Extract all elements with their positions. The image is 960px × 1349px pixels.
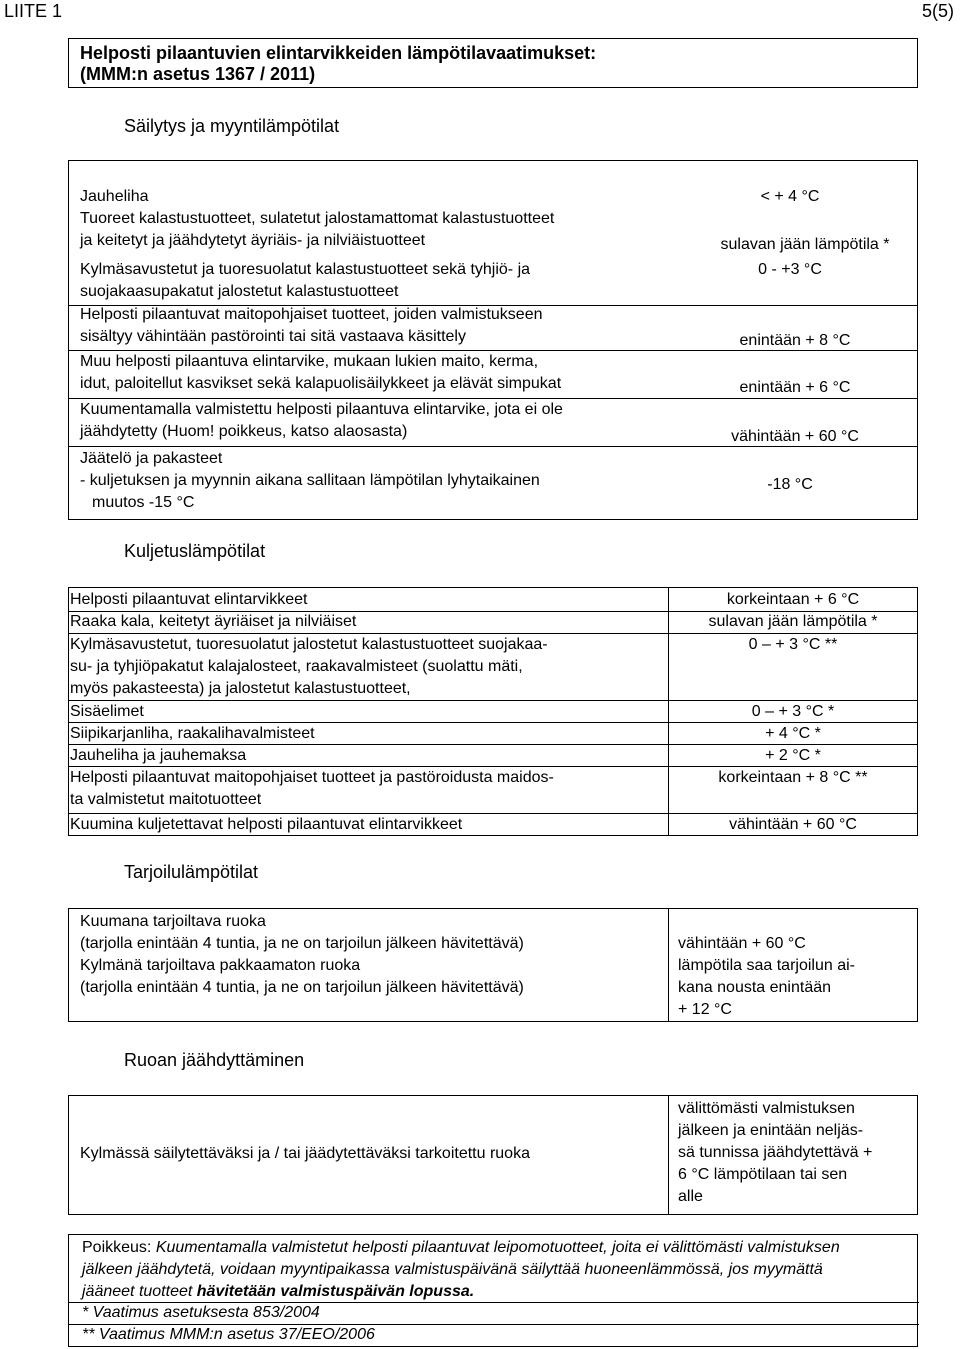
cooling-item: Kylmässä säilytettäväksi ja / tai jäädytettäväksi tarkoitettu ruoka xyxy=(80,1145,530,1162)
serving-item: Kuumana tarjoiltava ruoka (tarjolla enintään 4 tuntia, ja ne on tarjoilun jälkeen hävitettävä) xyxy=(80,913,524,952)
storage-item: Jäätelö ja pakasteet xyxy=(80,450,223,467)
storage-temp: < + 4 °C xyxy=(760,188,820,205)
exception-label: Poikkeus: xyxy=(82,1239,156,1256)
page-number: 5(5) xyxy=(921,1,954,21)
storage-item: Kylmäsavustetut ja tuoresuolatut kalastustuotteet sekä tyhjiö- ja suojakaasupakatut jalostetut kalastustuotteet xyxy=(80,261,531,300)
transport-item: Raaka kala, keitetyt äyriäiset ja nilviäiset xyxy=(70,613,357,630)
transport-temp: korkeintaan + 8 °C ** xyxy=(718,769,868,786)
serving-temp: vähintään + 60 °C xyxy=(678,935,806,952)
exception-emphasis: hävitetään valmistuspäivän lopussa. xyxy=(196,1283,475,1300)
serving-temp: lämpötila saa tarjoilun ai- kana nousta enintään + 12 °C xyxy=(678,957,855,1018)
exception-text: Kuumentamalla valmistetut helposti pilaantuvat leipomotuotteet, joita ei välittömästi valmistuksen jälkeen jäähdytetä, voidaan myyntipaikassa valmistuspäivänä säilyttää huoneenlämmössä, jos myymättä jääneet tuotteet xyxy=(82,1239,840,1300)
transport-temp: 0 – + 3 °C ** xyxy=(748,636,838,653)
transport-item: Helposti pilaantuvat elintarvikkeet xyxy=(70,591,308,608)
transport-item: Siipikarjanliha, raakalihavalmisteet xyxy=(70,725,315,742)
cooling-temp: välittömästi valmistuksen jälkeen ja enintään neljäs- sä tunnissa jäähdytettävä + 6 °C lämpötilaan tai sen alle xyxy=(678,1100,873,1205)
transport-temp: vähintään + 60 °C xyxy=(729,816,857,833)
title-box xyxy=(68,38,918,88)
footnote-2: ** Vaatimus MMM:n asetus 37/EEO/2006 xyxy=(82,1326,375,1343)
column-divider xyxy=(668,1095,669,1215)
transport-item: Sisäelimet xyxy=(70,703,144,720)
transport-temp: + 4 °C * xyxy=(765,725,821,742)
storage-temp: 0 - +3 °C xyxy=(758,261,822,278)
storage-temp: vähintään + 60 °C xyxy=(731,428,859,445)
section-heading-cooling: Ruoan jäähdyttäminen xyxy=(124,1050,305,1070)
column-divider xyxy=(668,908,669,1022)
transport-temp: korkeintaan + 6 °C xyxy=(726,591,860,608)
storage-item: Helposti pilaantuvat maitopohjaiset tuotteet, joiden valmistukseen sisältyy vähintään pastörointi tai sitä vastaava käsittely xyxy=(80,306,543,345)
transport-temp: + 2 °C * xyxy=(765,747,821,764)
footnote-1: * Vaatimus asetuksesta 853/2004 xyxy=(82,1304,320,1321)
notes-box xyxy=(68,1234,918,1347)
storage-temp: enintään + 6 °C xyxy=(739,379,851,396)
storage-item: Tuoreet kalastustuotteet, sulatetut jalostamattomat kalastustuotteet ja keitetyt ja jäähdytetyt äyriäis- ja nilviäistuotteet xyxy=(80,210,555,249)
title-line-2: (MMM:n asetus 1367 / 2011) xyxy=(80,64,316,84)
transport-item: Jauheliha ja jauhemaksa xyxy=(70,747,247,764)
storage-item: Muu helposti pilaantuva elintarvike, mukaan lukien maito, kerma, idut, paloitellut kasvikset sekä kalapuolisäilykkeet ja elävät simpukat xyxy=(80,353,562,392)
transport-item: Kylmäsavustetut, tuoresuolatut jalostetut kalastustuotteet suojakaa- su- ja tyhjiöpakatut kalajalosteet, raakavalmisteet (suolattu mäti, myös pakasteesta) ja jalostetut kalastustuotteet, xyxy=(70,636,548,697)
storage-temp: enintään + 8 °C xyxy=(739,332,851,349)
storage-item: Jauheliha xyxy=(80,188,149,205)
transport-item: Helposti pilaantuvat maitopohjaiset tuotteet ja pastöroidusta maidos- ta valmistetut maitotuotteet xyxy=(70,769,554,808)
appendix-label: LIITE 1 xyxy=(4,1,63,21)
storage-temp: sulavan jään lämpötila * xyxy=(720,236,890,253)
section-heading-transport: Kuljetuslämpötilat xyxy=(124,541,266,561)
storage-temp: -18 °C xyxy=(767,476,813,493)
title-line-1: Helposti pilaantuvien elintarvikkeiden lämpötilavaatimukset: xyxy=(80,43,597,63)
transport-temp: 0 – + 3 °C * xyxy=(751,703,835,720)
storage-item: - kuljetuksen ja myynnin aikana sallitaan lämpötilan lyhytaikainen xyxy=(80,472,540,489)
storage-item: muutos -15 °C xyxy=(92,494,195,511)
serving-item: Kylmänä tarjoiltava pakkaamaton ruoka (tarjolla enintään 4 tuntia, ja ne on tarjoilun jälkeen hävitettävä) xyxy=(80,957,524,996)
transport-item: Kuumina kuljetettavat helposti pilaantuvat elintarvikkeet xyxy=(70,816,463,833)
exception-note xyxy=(82,1237,872,1303)
section-heading-serving: Tarjoilulämpötilat xyxy=(124,862,259,882)
transport-temp: sulavan jään lämpötila * xyxy=(708,613,878,630)
section-heading-storage: Säilytys ja myyntilämpötilat xyxy=(124,116,340,136)
storage-item: Kuumentamalla valmistettu helposti pilaantuva elintarvike, jota ei ole jäähdytetty (Huom! poikkeus, katso alaosasta) xyxy=(80,401,563,440)
